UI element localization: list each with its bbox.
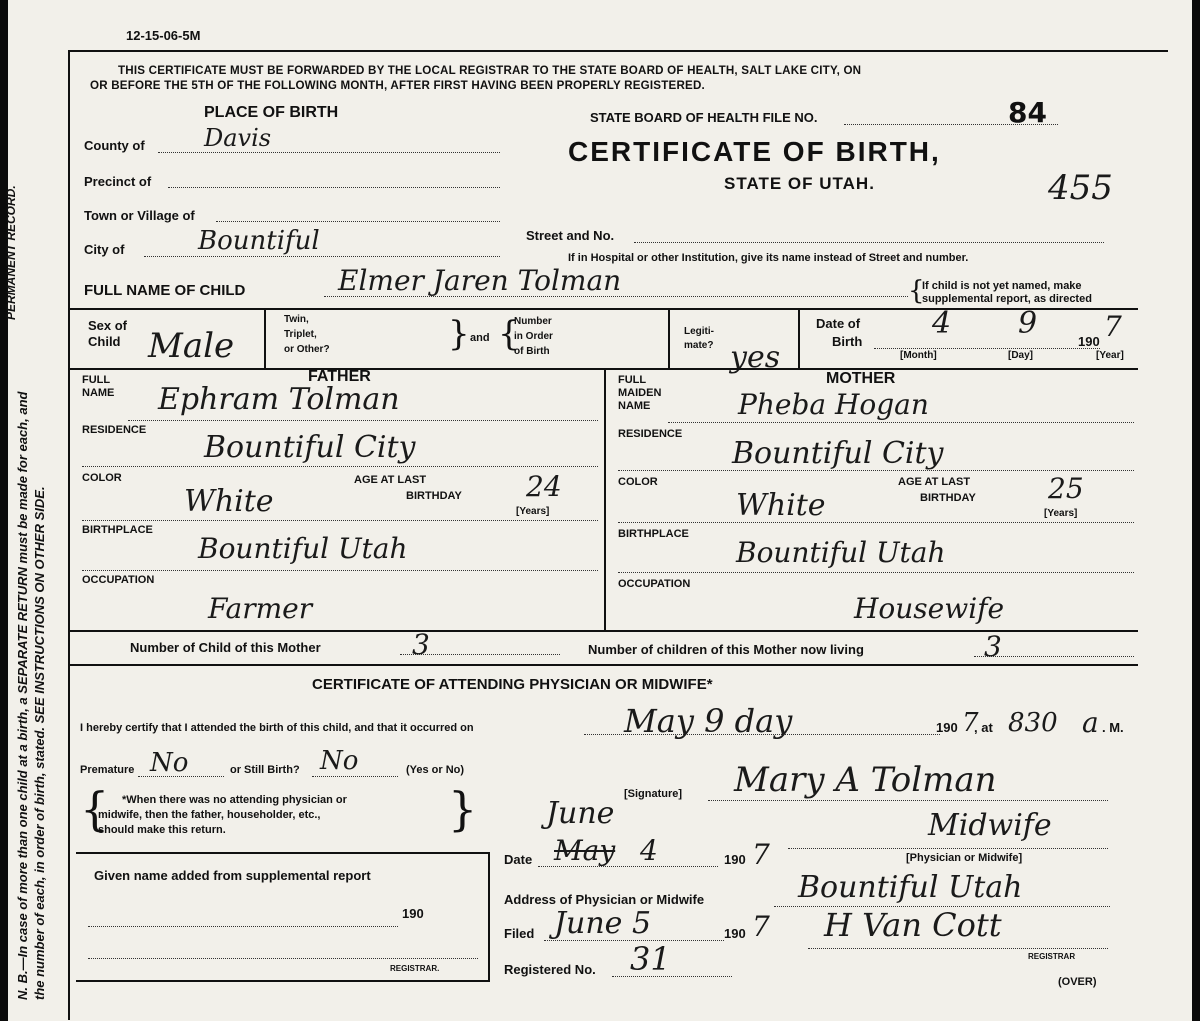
supplemental-year: 190: [402, 906, 424, 921]
registrar-line: [808, 948, 1108, 949]
physician-at-label: , at: [974, 720, 993, 735]
precinct-label: Precinct of: [84, 174, 152, 189]
rule-2: [68, 368, 1138, 370]
city-label: City of: [84, 242, 125, 257]
side-note-line-2: the number of each, in order of birth, stated. SEE INSTRUCTIONS ON OTHER SIDE.: [32, 486, 47, 1000]
physician-date-value: May 9 day: [624, 702, 793, 740]
father-birthplace-label: BIRTHPLACE: [82, 524, 153, 536]
dob-year-label: [Year]: [1096, 350, 1124, 361]
filed-year-suffix: 7: [752, 910, 770, 943]
legit-value: yes: [730, 340, 781, 375]
top-border: [68, 50, 1168, 52]
dob-year-suffix: 7: [1104, 310, 1122, 343]
father-residence-line: [82, 466, 598, 467]
child-name-label: FULL NAME OF CHILD: [84, 282, 246, 299]
order-label-3: of Birth: [514, 346, 550, 357]
still-birth-line: [312, 776, 398, 777]
mother-residence-label: RESIDENCE: [618, 428, 683, 440]
father-birthplace-line: [82, 570, 598, 571]
role-value: Midwife: [928, 808, 1052, 843]
registrar-signature: H Van Cott: [824, 906, 1002, 944]
date-year-suffix: 7: [752, 838, 770, 871]
form-code: 12-15-06-5M: [126, 28, 201, 43]
county-label: County of: [84, 138, 145, 153]
father-name-line: [128, 420, 598, 421]
still-birth-label: or Still Birth?: [230, 764, 300, 776]
dob-label-1: Date of: [816, 316, 861, 331]
filed-value: June 5: [554, 906, 652, 941]
mother-color-label: COLOR: [618, 476, 658, 488]
mother-years-label: [Years]: [1044, 508, 1078, 519]
file-label: STATE BOARD OF HEALTH FILE NO.: [590, 110, 818, 125]
precinct-line: [168, 187, 500, 188]
father-age-value: 24: [526, 470, 562, 503]
child-name-value: Elmer Jaren Tolman: [338, 264, 622, 297]
town-line: [216, 221, 500, 222]
still-birth-value: No: [320, 746, 359, 776]
rule-4: [68, 664, 1138, 666]
children-living-label: Number of children of this Mother now living: [588, 642, 864, 657]
supp-brace: {: [908, 276, 925, 306]
header-notice-2: OR BEFORE THE 5TH OF THE FOLLOWING MONTH, AFTER FIRST HAVING BEEN PROPERLY REGISTERED.: [90, 79, 705, 92]
father-residence-label: RESIDENCE: [82, 424, 147, 436]
dob-year-prefix: 190: [1078, 334, 1100, 349]
file-number: 84: [1008, 96, 1047, 129]
filed-label: Filed: [504, 926, 535, 941]
physician-certify-text: I hereby certify that I attended the birth of this child, and that it occurred on: [80, 722, 474, 734]
signature-line: [708, 800, 1108, 801]
side-note: [14, 100, 48, 1000]
filed-year-prefix: 190: [724, 926, 746, 941]
mother-birthplace-label: BIRTHPLACE: [618, 528, 689, 540]
mother-name-label: NAME: [618, 400, 651, 412]
father-birthplace-value: Bountiful Utah: [198, 532, 408, 565]
supplemental-label: Given name added from supplemental report: [94, 868, 371, 883]
dob-line: [874, 348, 1100, 349]
and-label: and: [470, 332, 490, 344]
signature-label: [Signature]: [624, 788, 683, 800]
date-year-prefix: 190: [724, 852, 746, 867]
supp-note-2: supplemental report, as directed: [922, 293, 1092, 305]
col-sep-3: [798, 308, 800, 368]
county-line: [158, 152, 500, 153]
physician-ampm-value: a: [1082, 706, 1099, 739]
registrar-label: REGISTRAR: [1028, 952, 1076, 961]
mother-name-value: Pheba Hogan: [738, 388, 929, 421]
father-color-line: [82, 520, 598, 521]
side-note-permanent: PERMANENT RECORD.: [4, 185, 18, 320]
mother-residence-line: [618, 470, 1134, 471]
over-label: (OVER): [1058, 976, 1097, 988]
certificate-sheet: [4, 0, 1192, 1021]
parent-divider: [604, 368, 606, 630]
father-color-value: White: [184, 484, 274, 519]
physician-note-3: should make this return.: [98, 824, 226, 836]
mother-heading: MOTHER: [826, 370, 896, 387]
father-residence-value: Bountiful City: [204, 430, 416, 465]
street-line: [634, 242, 1104, 243]
twin-brace: }: [448, 314, 470, 354]
mother-age-value: 25: [1048, 472, 1084, 505]
role-label: [Physician or Midwife]: [906, 852, 1023, 864]
dob-day: 9: [1018, 306, 1038, 341]
father-age-label-2: BIRTHDAY: [406, 490, 462, 502]
order-label-1: Number: [514, 316, 552, 327]
sex-value: Male: [148, 326, 235, 366]
date-label: Date: [504, 852, 533, 867]
father-years-label: [Years]: [516, 506, 550, 517]
mother-occupation-value: Housewife: [854, 592, 1005, 625]
father-heading: FATHER: [308, 368, 371, 385]
dob-day-label: [Day]: [1008, 350, 1034, 361]
father-name-label: NAME: [82, 387, 115, 399]
rule-3: [68, 630, 1138, 632]
mother-color-value: White: [736, 488, 826, 523]
note-brace: {: [80, 782, 110, 836]
twin-label-2: Triplet,: [284, 329, 317, 340]
physician-note-1: *When there was no attending physician or: [122, 794, 347, 806]
address-value: Bountiful Utah: [798, 870, 1023, 905]
street-note: If in Hospital or other Institution, give its name instead of Street and number.: [568, 252, 969, 264]
mother-color-line: [618, 522, 1134, 523]
left-border: [68, 50, 70, 1020]
sex-label-1: Sex of: [88, 318, 128, 333]
father-occupation-label: OCCUPATION: [82, 574, 155, 586]
certificate-subtitle: STATE OF UTAH.: [724, 174, 875, 193]
header-notice-1: THIS CERTIFICATE MUST BE FORWARDED BY THE LOCAL REGISTRAR TO THE STATE BOARD OF HEALTH, SALT LAKE CITY, ON: [118, 64, 862, 77]
place-of-birth-heading: PLACE OF BIRTH: [204, 104, 339, 121]
mother-full-label: FULL: [618, 374, 647, 386]
twin-label-3: or Other?: [284, 344, 330, 355]
town-label: Town or Village of: [84, 208, 195, 223]
mother-name-line: [668, 422, 1134, 423]
children-number-label: Number of Child of this Mother: [130, 640, 321, 655]
legit-label-2: mate?: [684, 340, 714, 351]
physician-heading: CERTIFICATE OF ATTENDING PHYSICIAN OR MIDWIFE*: [312, 676, 713, 693]
father-color-label: COLOR: [82, 472, 122, 484]
sex-label-2: Child: [88, 334, 121, 349]
order-label-2: in Order: [514, 331, 553, 342]
physician-time-value: 830: [1008, 708, 1058, 738]
twin-label-1: Twin,: [284, 314, 309, 325]
city-value: Bountiful: [198, 226, 320, 256]
physician-m-label: . M.: [1102, 720, 1124, 735]
yes-no-label: (Yes or No): [406, 764, 465, 776]
county-value: Davis: [204, 124, 272, 152]
date-month-struck: May: [554, 834, 616, 867]
street-label: Street and No.: [526, 228, 615, 243]
note-brace-close: }: [448, 782, 478, 836]
dob-label-2: Birth: [832, 334, 863, 349]
father-age-label-1: AGE AT LAST: [354, 474, 427, 486]
side-note-line-1: N. B.—In case of more than one child at a birth, a SEPARATE RETURN must be made for each, and: [15, 391, 30, 1000]
father-full-label: FULL: [82, 374, 111, 386]
legit-label-1: Legiti-: [684, 326, 714, 337]
mother-residence-value: Bountiful City: [732, 436, 944, 471]
city-line: [144, 256, 500, 257]
supplemental-registrar-label: REGISTRAR.: [390, 964, 440, 973]
physician-note-2: midwife, then the father, householder, etc.,: [98, 809, 321, 821]
mother-maiden-label: MAIDEN: [618, 387, 662, 399]
father-name-value: Ephram Tolman: [158, 382, 400, 417]
certificate-title: CERTIFICATE OF BIRTH,: [568, 136, 941, 167]
dob-month: 4: [932, 306, 952, 341]
signature-value: Mary A Tolman: [734, 760, 997, 800]
premature-label: Premature: [80, 764, 135, 776]
physician-year-prefix: 190: [936, 720, 958, 735]
supplemental-registrar-line: [88, 958, 478, 959]
children-living-value: 3: [984, 630, 1002, 663]
mother-birthplace-value: Bountiful Utah: [736, 536, 946, 569]
address-label: Address of Physician or Midwife: [504, 892, 705, 907]
supplemental-line: [88, 926, 398, 927]
order-brace: {: [498, 314, 520, 354]
physician-year-suffix: 7: [962, 708, 979, 738]
father-occupation-value: Farmer: [208, 592, 313, 625]
children-number-value: 3: [412, 628, 430, 661]
mother-age-label-1: AGE AT LAST: [898, 476, 971, 488]
col-sep-1: [264, 308, 266, 368]
role-line: [788, 848, 1108, 849]
mother-occupation-label: OCCUPATION: [618, 578, 691, 590]
col-sep-2: [668, 308, 670, 368]
mother-age-label-2: BIRTHDAY: [920, 492, 976, 504]
registered-value: 31: [630, 940, 671, 978]
dob-month-label: [Month]: [900, 350, 937, 361]
mother-birthplace-line: [618, 572, 1134, 573]
premature-value: No: [150, 748, 189, 778]
rule-1: [68, 308, 1138, 310]
registered-label: Registered No.: [504, 962, 596, 977]
date-month-corrected: June: [546, 796, 615, 831]
supp-note-1: If child is not yet named, make: [922, 280, 1082, 292]
date-day: 4: [640, 834, 658, 867]
file-extra-number: 455: [1048, 168, 1113, 208]
